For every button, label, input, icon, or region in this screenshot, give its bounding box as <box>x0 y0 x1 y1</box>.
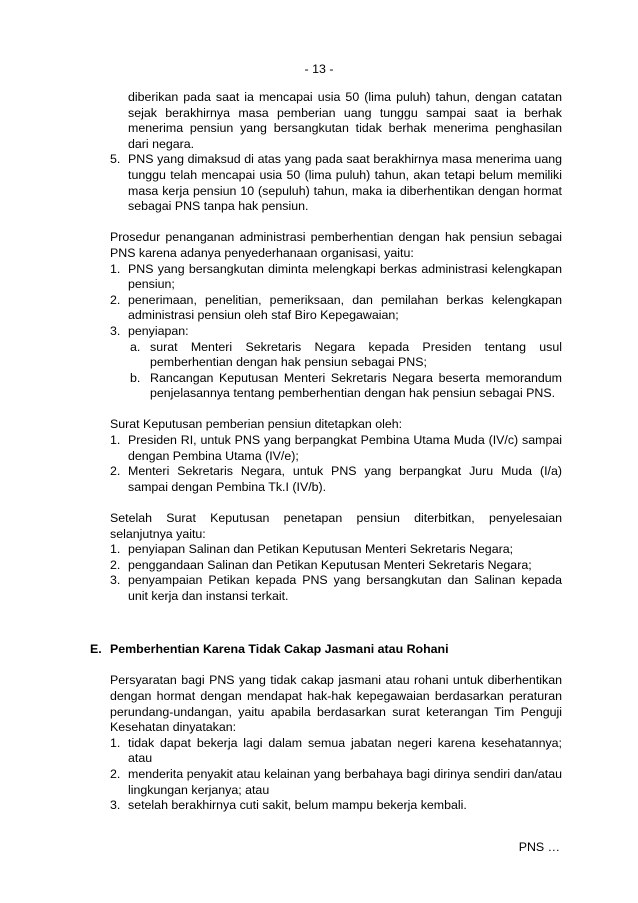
section-heading <box>90 642 562 658</box>
list-item <box>110 558 562 574</box>
list-item-continuation <box>110 90 562 152</box>
sub-list-item <box>110 340 562 371</box>
list-item <box>110 262 562 293</box>
list-item <box>110 464 562 495</box>
document-body <box>90 90 562 814</box>
item-text: diberikan pada saat ia mencapai usia 50 (lima puluh) tahun, dengan catatan sejak berakhirnya masa pemberian uang tunggu sampai saat ia berhak menerima pensiun yang bersangkutan tidak berhak menerima penghasilan dari negara. <box>128 90 562 151</box>
list-item <box>110 542 562 558</box>
sub-list-item <box>110 371 562 402</box>
item-text: PNS yang dimaksud di atas yang pada saat berakhirnya masa menerima uang tunggu telah mencapai usia 50 (lima puluh) tahun, akan tetapi belum memiliki masa kerja pensiun 10 (sepuluh) tahun, maka ia diberhentikan dengan hormat sebagai PNS tanpa hak pensiun. <box>128 152 562 214</box>
list-item <box>110 767 562 798</box>
item-number: 3. <box>110 798 121 813</box>
item-text: Rancangan Keputusan Menteri Sekretaris Negara beserta memorandum penjelasannya tentang pemberhentian dengan hak pensiun sebagai PNS. <box>150 370 562 401</box>
item-text: penyiapan: <box>128 323 189 338</box>
item-text: PNS yang bersangkutan diminta melengkapi berkas administrasi kelengkapan pensiun; <box>128 261 562 292</box>
item-text: penggandaan Salinan dan Petikan Keputusan Menteri Sekretaris Negara; <box>128 557 532 572</box>
item-number: 1. <box>110 261 121 276</box>
list-item <box>110 433 562 464</box>
paragraph-procedure: Prosedur penanganan administrasi pemberhentian dengan hak pensiun sebagai PNS karena adanya penyederhanaan organisasi, yaitu: <box>110 230 562 260</box>
page-number: - 13 - <box>304 62 334 76</box>
list-item <box>110 736 562 767</box>
item-number: 2. <box>110 557 121 572</box>
item-letter: a. <box>130 339 141 354</box>
section-letter: E. <box>90 642 102 657</box>
item-text: tidak dapat bekerja lagi dalam semua jabatan negeri karena kesehatannya; atau <box>128 735 562 766</box>
item-text: penyiapan Salinan dan Petikan Keputusan Menteri Sekretaris Negara; <box>128 542 514 557</box>
paragraph-requirements: Persyaratan bagi PNS yang tidak cakap jasmani atau rohani untuk diberhentikan dengan hormat dengan mendapat hak-hak kepegawaian berdasarkan peraturan perundang-undangan, yaitu apabila berdasarkan surat keterangan Tim Penguji Kesehatan dinyatakan: <box>110 673 562 735</box>
paragraph-decree: Surat Keputusan pemberian pensiun ditetapkan oleh: <box>110 417 403 432</box>
item-letter: b. <box>130 370 141 385</box>
list-item <box>110 293 562 324</box>
list-item <box>110 324 562 340</box>
item-number: 3. <box>110 323 121 338</box>
page-footer-continuation: PNS … <box>518 840 560 854</box>
item-text: surat Menteri Sekretaris Negara kepada Presiden tentang usul pemberhentian dengan hak pensiun sebagai PNS; <box>150 339 562 370</box>
item-text: penyampaian Petikan kepada PNS yang bersangkutan dan Salinan kepada unit kerja dan instansi terkait. <box>128 573 562 603</box>
item-text: Presiden RI, untuk PNS yang berpangkat Pembina Utama Muda (IV/c) sampai dengan Pembina Utama (IV/e); <box>128 433 562 463</box>
item-number: 1. <box>110 735 121 750</box>
list-item-5 <box>110 152 562 214</box>
item-number: 2. <box>110 464 121 479</box>
item-number: 1. <box>110 542 121 557</box>
item-number: 5. <box>110 152 121 167</box>
item-text: setelah berakhirnya cuti sakit, belum mampu bekerja kembali. <box>128 798 467 813</box>
section-title: Pemberhentian Karena Tidak Cakap Jasmani atau Rohani <box>110 642 449 657</box>
list-item <box>110 573 562 604</box>
item-text: penerimaan, penelitian, pemeriksaan, dan pemilahan berkas kelengkapan administrasi pensiun oleh staf Biro Kepegawaian; <box>128 292 562 323</box>
list-item <box>110 798 562 814</box>
item-text: menderita penyakit atau kelainan yang berbahaya bagi dirinya sendiri dan/atau lingkungan kerjanya; atau <box>128 766 562 797</box>
item-number: 2. <box>110 766 121 781</box>
item-number: 3. <box>110 573 121 588</box>
item-number: 1. <box>110 433 121 448</box>
item-text: Menteri Sekretaris Negara, untuk PNS yang berpangkat Juru Muda (I/a) sampai dengan Pembina Tk.I (IV/b). <box>128 464 562 494</box>
item-number: 2. <box>110 292 121 307</box>
paragraph-followup: Setelah Surat Keputusan penetapan pensiun diterbitkan, penyelesaian selanjutnya yaitu: <box>110 511 562 541</box>
